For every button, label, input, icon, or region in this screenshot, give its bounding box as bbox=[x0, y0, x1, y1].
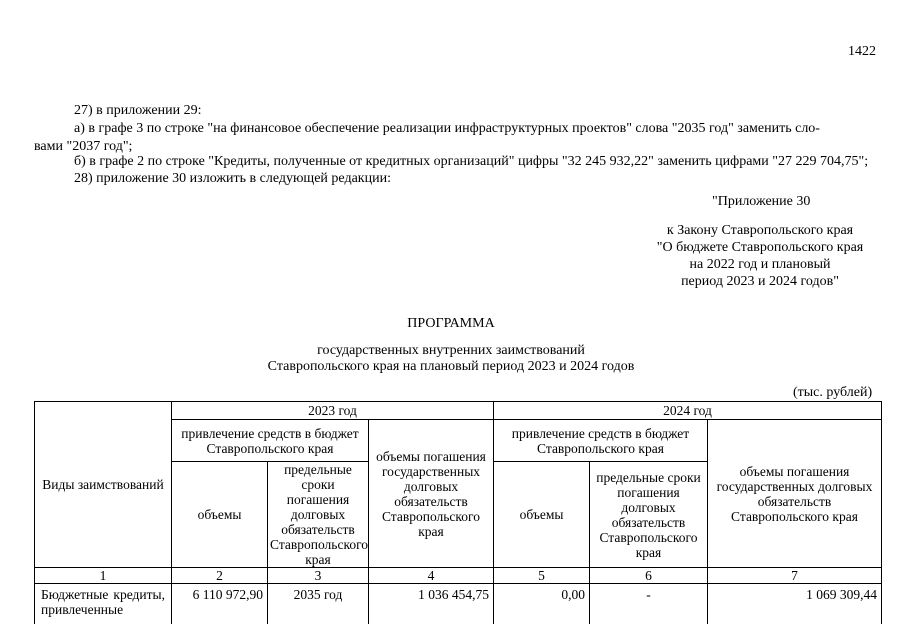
program-subtitle-1: государственных внутренних заимствований bbox=[317, 343, 585, 358]
header-repayment-2023: объемы погашения государственных долговых обязательств Ставропольского края bbox=[369, 420, 494, 568]
appendix-line-3: на 2022 год и плановый bbox=[689, 257, 831, 272]
column-number: 2 bbox=[172, 568, 268, 584]
column-number: 5 bbox=[494, 568, 590, 584]
item-27: 27) в приложении 29: bbox=[74, 103, 202, 118]
row-term-2024: - bbox=[590, 584, 708, 624]
row-name: Бюджетные кредиты, привлеченные bbox=[35, 584, 172, 624]
item-27b: б) в графе 2 по строке "Кредиты, полученные от кредитных организаций" цифры "32 245 932,22" заменить цифрами "27 229 704,75"; bbox=[74, 154, 869, 169]
header-attract-2023: привлечение средств в бюджет Ставропольского края bbox=[172, 420, 369, 462]
appendix-line-1: к Закону Ставропольского края bbox=[666, 223, 854, 238]
item-28: 28) приложение 30 изложить в следующей редакции: bbox=[74, 171, 391, 186]
appendix-line-4: период 2023 и 2024 годов" bbox=[681, 274, 839, 289]
item-27a-line1: а) в графе 3 по строке "на финансовое обеспечение реализации инфраструктурных проектов" слова "2035 год" заменить сло- bbox=[74, 121, 820, 136]
appendix-title: "Приложение 30 bbox=[712, 194, 811, 209]
program-subtitle-2: Ставропольского края на плановый период 2023 и 2024 годов bbox=[267, 359, 635, 374]
header-repayment-2024: объемы погашения государственных долговых обязательств Ставропольского края bbox=[708, 420, 882, 568]
header-terms-2023: предельные сроки погашения долговых обязательств Ставропольского края bbox=[268, 462, 369, 568]
column-number: 6 bbox=[590, 568, 708, 584]
column-number: 1 bbox=[35, 568, 172, 584]
borrowing-program-table bbox=[34, 401, 882, 624]
column-number: 7 bbox=[708, 568, 882, 584]
row-volume-2023: 6 110 972,90 bbox=[172, 584, 268, 624]
row-term-2023: 2035 год bbox=[268, 584, 369, 624]
table-row bbox=[35, 584, 882, 624]
header-terms-2024: предельные сроки погашения долговых обязательств Ставропольского края bbox=[590, 462, 708, 568]
unit-label: (тыс. рублей) bbox=[793, 385, 873, 400]
header-year-2024: 2024 год bbox=[494, 402, 882, 420]
appendix-line-2: "О бюджете Ставропольского края bbox=[656, 240, 864, 255]
program-title: ПРОГРАММА bbox=[407, 316, 495, 331]
row-repayment-2023: 1 036 454,75 bbox=[369, 584, 494, 624]
row-volume-2024: 0,00 bbox=[494, 584, 590, 624]
column-number: 4 bbox=[369, 568, 494, 584]
header-year-2023: 2023 год bbox=[172, 402, 494, 420]
header-volumes-2024: объемы bbox=[494, 462, 590, 568]
row-repayment-2024: 1 069 309,44 bbox=[708, 584, 882, 624]
column-numbers-row bbox=[35, 568, 882, 584]
header-borrowing-types: Виды заимствований bbox=[35, 402, 172, 568]
item-27a-line2: вами "2037 год"; bbox=[34, 139, 133, 154]
header-volumes-2023: объемы bbox=[172, 462, 268, 568]
header-attract-2024: привлечение средств в бюджет Ставропольского края bbox=[494, 420, 708, 462]
page-number: 1422 bbox=[848, 44, 876, 59]
column-number: 3 bbox=[268, 568, 369, 584]
